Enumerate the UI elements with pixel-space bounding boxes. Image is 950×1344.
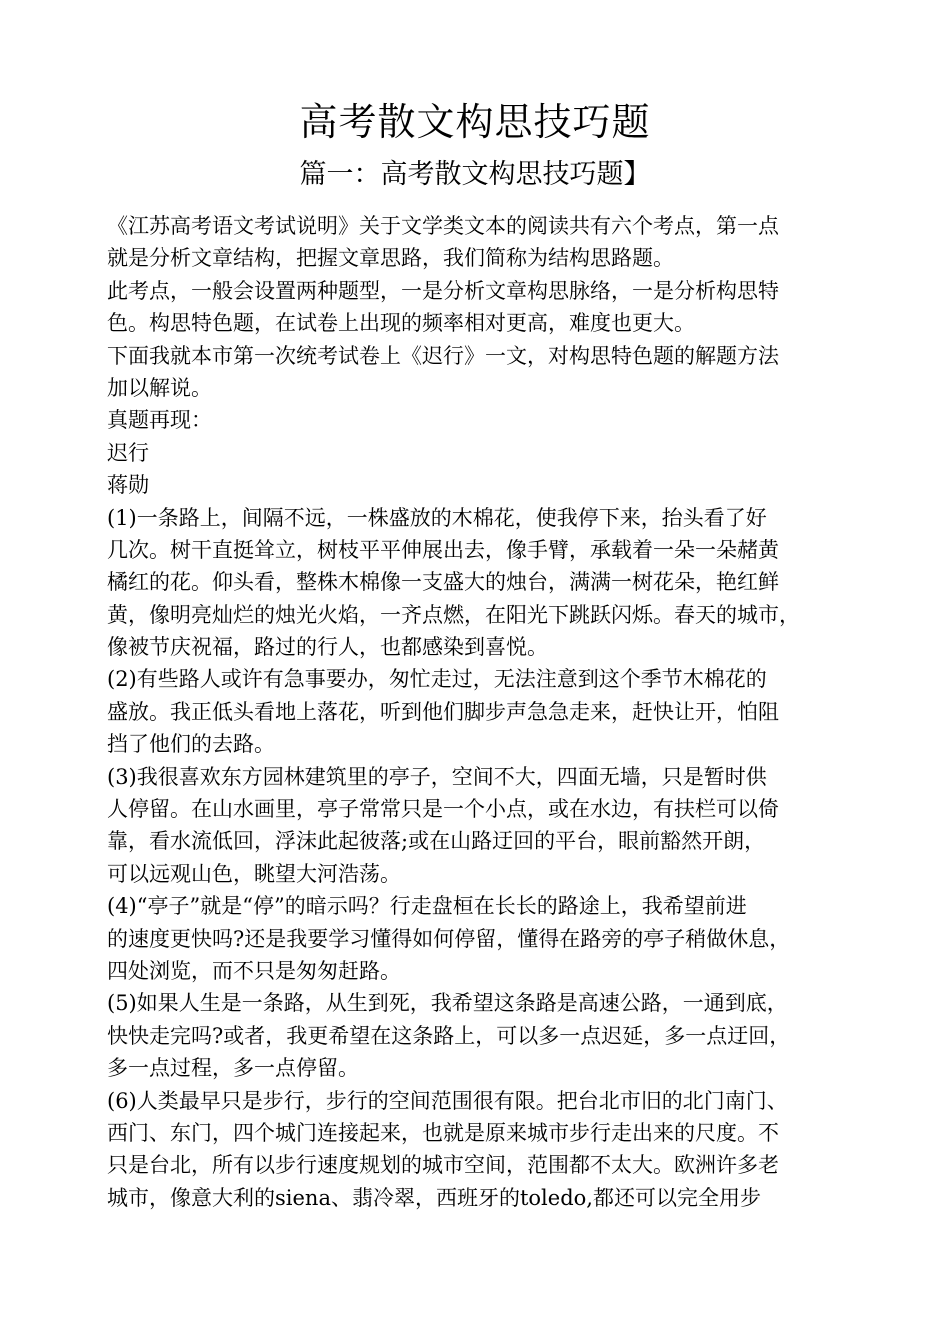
body-line: (4)“亭子”就是“停”的暗示吗？行走盘桓在长长的路途上，我希望前进 [107,894,747,919]
body-line: 色。构思特色题，在试卷上出现的频率相对更高，难度也更大。 [107,311,695,336]
body-line: 像被节庆祝福，路过的行人，也都感染到喜悦。 [107,635,548,660]
body-line: (3)我很喜欢东方园林建筑里的亭子，空间不大，四面无墙，只是暂时供 [107,764,767,789]
body-line: (2)有些路人或许有急事要办，匆忙走过，无法注意到这个季节木棉花的 [107,667,767,692]
body-line: 蒋勋 [107,473,149,498]
body-line: 盛放。我正低头看地上落花，听到他们脚步声急急走来，赶快让开，怕阻 [107,699,779,724]
body-line: 多一点过程，多一点停留。 [107,1056,359,1081]
body-line: 快快走完吗?或者，我更希望在这条路上，可以多一点迟延，多一点迂回， [107,1023,791,1048]
body-line: 挡了他们的去路。 [107,732,275,757]
body-line: 真题再现： [107,408,212,433]
body-line: 城市，像意大利的siena、翡冷翠，西班牙的toledo,都还可以完全用步 [107,1185,761,1210]
body-line: 黄，像明亮灿烂的烛光火焰，一齐点燃，在阳光下跳跃闪烁。春天的城市， [107,602,800,627]
body-line: (1)一条路上，间隔不远，一株盛放的木棉花，使我停下来，抬头看了好 [107,505,767,530]
body-line: (6)人类最早只是步行，步行的空间范围很有限。把台北市旧的北门南门、 [107,1088,788,1113]
body-line: 四处浏览，而不只是匆匆赶路。 [107,958,401,983]
document-title: 高考散文构思技巧题 [299,100,651,144]
document-subtitle: 篇一：高考散文构思技巧题】 [299,159,651,190]
body-line: 人停留。在山水画里，亭子常常只是一个小点，或在水边，有扶栏可以倚 [107,797,779,822]
body-line: 下面我就本市第一次统考试卷上《迟行》一文，对构思特色题的解题方法 [107,343,779,368]
body-line: 靠，看水流低回，浮沫此起彼落;或在山路迂回的平台，眼前豁然开朗， [107,829,766,854]
body-line: 只是台北，所有以步行速度规划的城市空间，范围都不太大。欧洲许多老 [107,1153,779,1178]
body-line: 就是分析文章结构，把握文章思路，我们简称为结构思路题。 [107,246,674,271]
body-line: 可以远观山色，眺望大河浩荡。 [107,861,401,886]
body-line: 迟行 [107,440,149,465]
body-line: 《江苏高考语文考试说明》关于文学类文本的阅读共有六个考点，第一点 [107,214,779,238]
body-line: 此考点，一般会设置两种题型，一是分析文章构思脉络，一是分析构思特 [107,278,779,303]
body-line: 的速度更快吗?还是我要学习懂得如何停留，懂得在路旁的亭子稍做休息， [107,926,791,951]
body-line: 加以解说。 [107,375,212,400]
document-body [107,210,867,1214]
body-line: 橘红的花。仰头看，整株木棉像一支盛大的烛台，满满一树花朵，艳红鲜 [107,570,779,595]
body-line: 西门、东门，四个城门连接起来，也就是原来城市步行走出来的尺度。不 [107,1120,779,1145]
body-line: (5)如果人生是一条路，从生到死，我希望这条路是高速公路，一通到底， [107,991,788,1016]
body-line: 几次。树干直挺耸立，树枝平平伸展出去，像手臂，承载着一朵一朵赭黄 [107,537,779,562]
